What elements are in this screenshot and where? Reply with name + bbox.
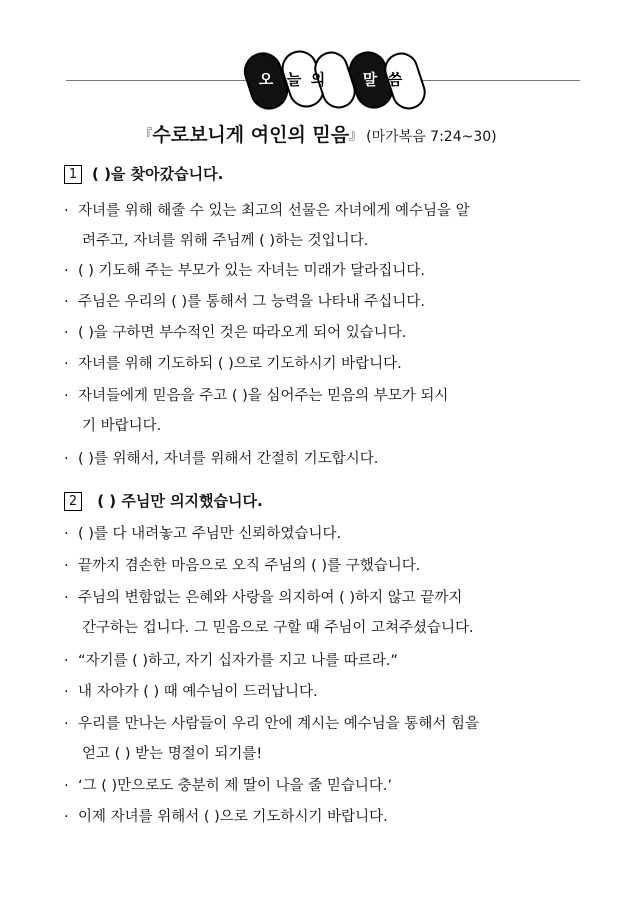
title-main: 수로보니게 여인의 믿음 (152, 124, 350, 146)
item-line: 이제 자녀를 위해서 ( )으로 기도하시기 바랍니다. (78, 809, 388, 825)
item-line: 끝까지 겸손한 마음으로 오직 주님의 ( )를 구했습니다. (78, 558, 421, 574)
bullet: · (64, 778, 69, 794)
section-1-item-7 (64, 444, 584, 474)
item-line: “자기를 ( )하고, 자기 십자가를 지고 나를 따르라.” (78, 653, 398, 669)
item-line: 우리를 만나는 사람들이 우리 안에 계시는 예수님을 통해서 힘을 (78, 716, 480, 732)
header-char-5: 씀 (387, 70, 403, 89)
bullet: · (64, 716, 69, 732)
item-line: 자녀들에게 믿음을 주고 ( )을 심어주는 믿음의 부모가 되시 (78, 388, 449, 404)
bullet: · (64, 653, 69, 669)
bullet: · (64, 356, 69, 372)
item-line: 주님은 우리의 ( )를 통해서 그 능력을 나타내 주십니다. (78, 294, 425, 310)
item-line-continued: 려주고, 자녀를 위해 주님께 ( )하는 것입니다. (82, 233, 369, 249)
section-1-item-6 (64, 381, 584, 441)
bullet: · (64, 203, 69, 219)
section-1-heading (64, 163, 223, 184)
bullet: · (64, 590, 69, 606)
section-1-number: 1 (64, 165, 82, 184)
section-1-item-4 (64, 318, 584, 348)
section-2-number: 2 (64, 492, 82, 511)
section-1-heading-text: ( )을 찾아갔습니다. (92, 165, 224, 183)
header-char-4: 말 (362, 70, 378, 89)
bullet: · (64, 388, 69, 404)
title-bracket-open: 『 (139, 128, 153, 143)
header-char-1: 오 (258, 70, 274, 89)
bullet: · (64, 558, 69, 574)
bullet: · (64, 325, 69, 341)
section-2-item-2 (64, 551, 584, 581)
header-char-3: 의 (310, 70, 326, 89)
section-2-item-3 (64, 583, 584, 643)
section-2-item-7 (64, 771, 584, 801)
item-line: 자녀를 위해 해줄 수 있는 최고의 선물은 자녀에게 예수님을 알 (78, 203, 470, 219)
title-reference: (마가복음 7:24~30) (366, 129, 497, 145)
section-2-item-6 (64, 709, 584, 769)
item-line: ( )를 위해서, 자녀를 위해서 간절히 기도합시다. (78, 451, 379, 467)
bullet: · (64, 451, 69, 467)
item-line: ( )을 구하면 부수적인 것은 따라오게 되어 있습니다. (78, 325, 407, 341)
section-1-item-1 (64, 196, 584, 256)
section-2-item-5 (64, 677, 584, 707)
section-2-item-4 (64, 646, 584, 676)
item-line: 자녀를 위해 기도하되 ( )으로 기도하시기 바랍니다. (78, 356, 402, 372)
header-char-2: 늘 (286, 70, 302, 89)
item-line: ( ) 기도해 주는 부모가 있는 자녀는 미래가 달라집니다. (78, 263, 425, 279)
section-2-item-1 (64, 519, 584, 549)
section-1-item-2 (64, 256, 584, 286)
item-line-continued: 얻고 ( ) 받는 명절이 되기를! (82, 746, 263, 762)
bullet: · (64, 294, 69, 310)
section-2-heading-text: ( ) 주님만 의지했습니다. (92, 492, 263, 510)
section-2-item-8 (64, 802, 584, 832)
item-line: ( )를 다 내려놓고 주님만 신뢰하였습니다. (78, 526, 342, 542)
section-2-heading (64, 490, 263, 511)
section-1-item-5 (64, 349, 584, 379)
item-line-continued: 간구하는 겁니다. 그 믿음으로 구할 때 주님이 고쳐주셨습니다. (82, 620, 474, 636)
item-line: 주님의 변함없는 은혜와 사랑을 의지하여 ( )하지 않고 끝까지 (78, 590, 463, 606)
section-1-item-3 (64, 287, 584, 317)
item-line: ‘그 ( )만으로도 충분히 제 딸이 나을 줄 믿습니다.’ (78, 778, 393, 794)
item-line-continued: 기 바랍니다. (82, 418, 162, 434)
item-line: 내 자아가 ( ) 때 예수님이 드러납니다. (78, 684, 318, 700)
bullet: · (64, 809, 69, 825)
title-bracket-close: 』 (349, 128, 363, 143)
sermon-title (0, 120, 636, 147)
bullet: · (64, 684, 69, 700)
bullet: · (64, 526, 69, 542)
bullet: · (64, 263, 69, 279)
